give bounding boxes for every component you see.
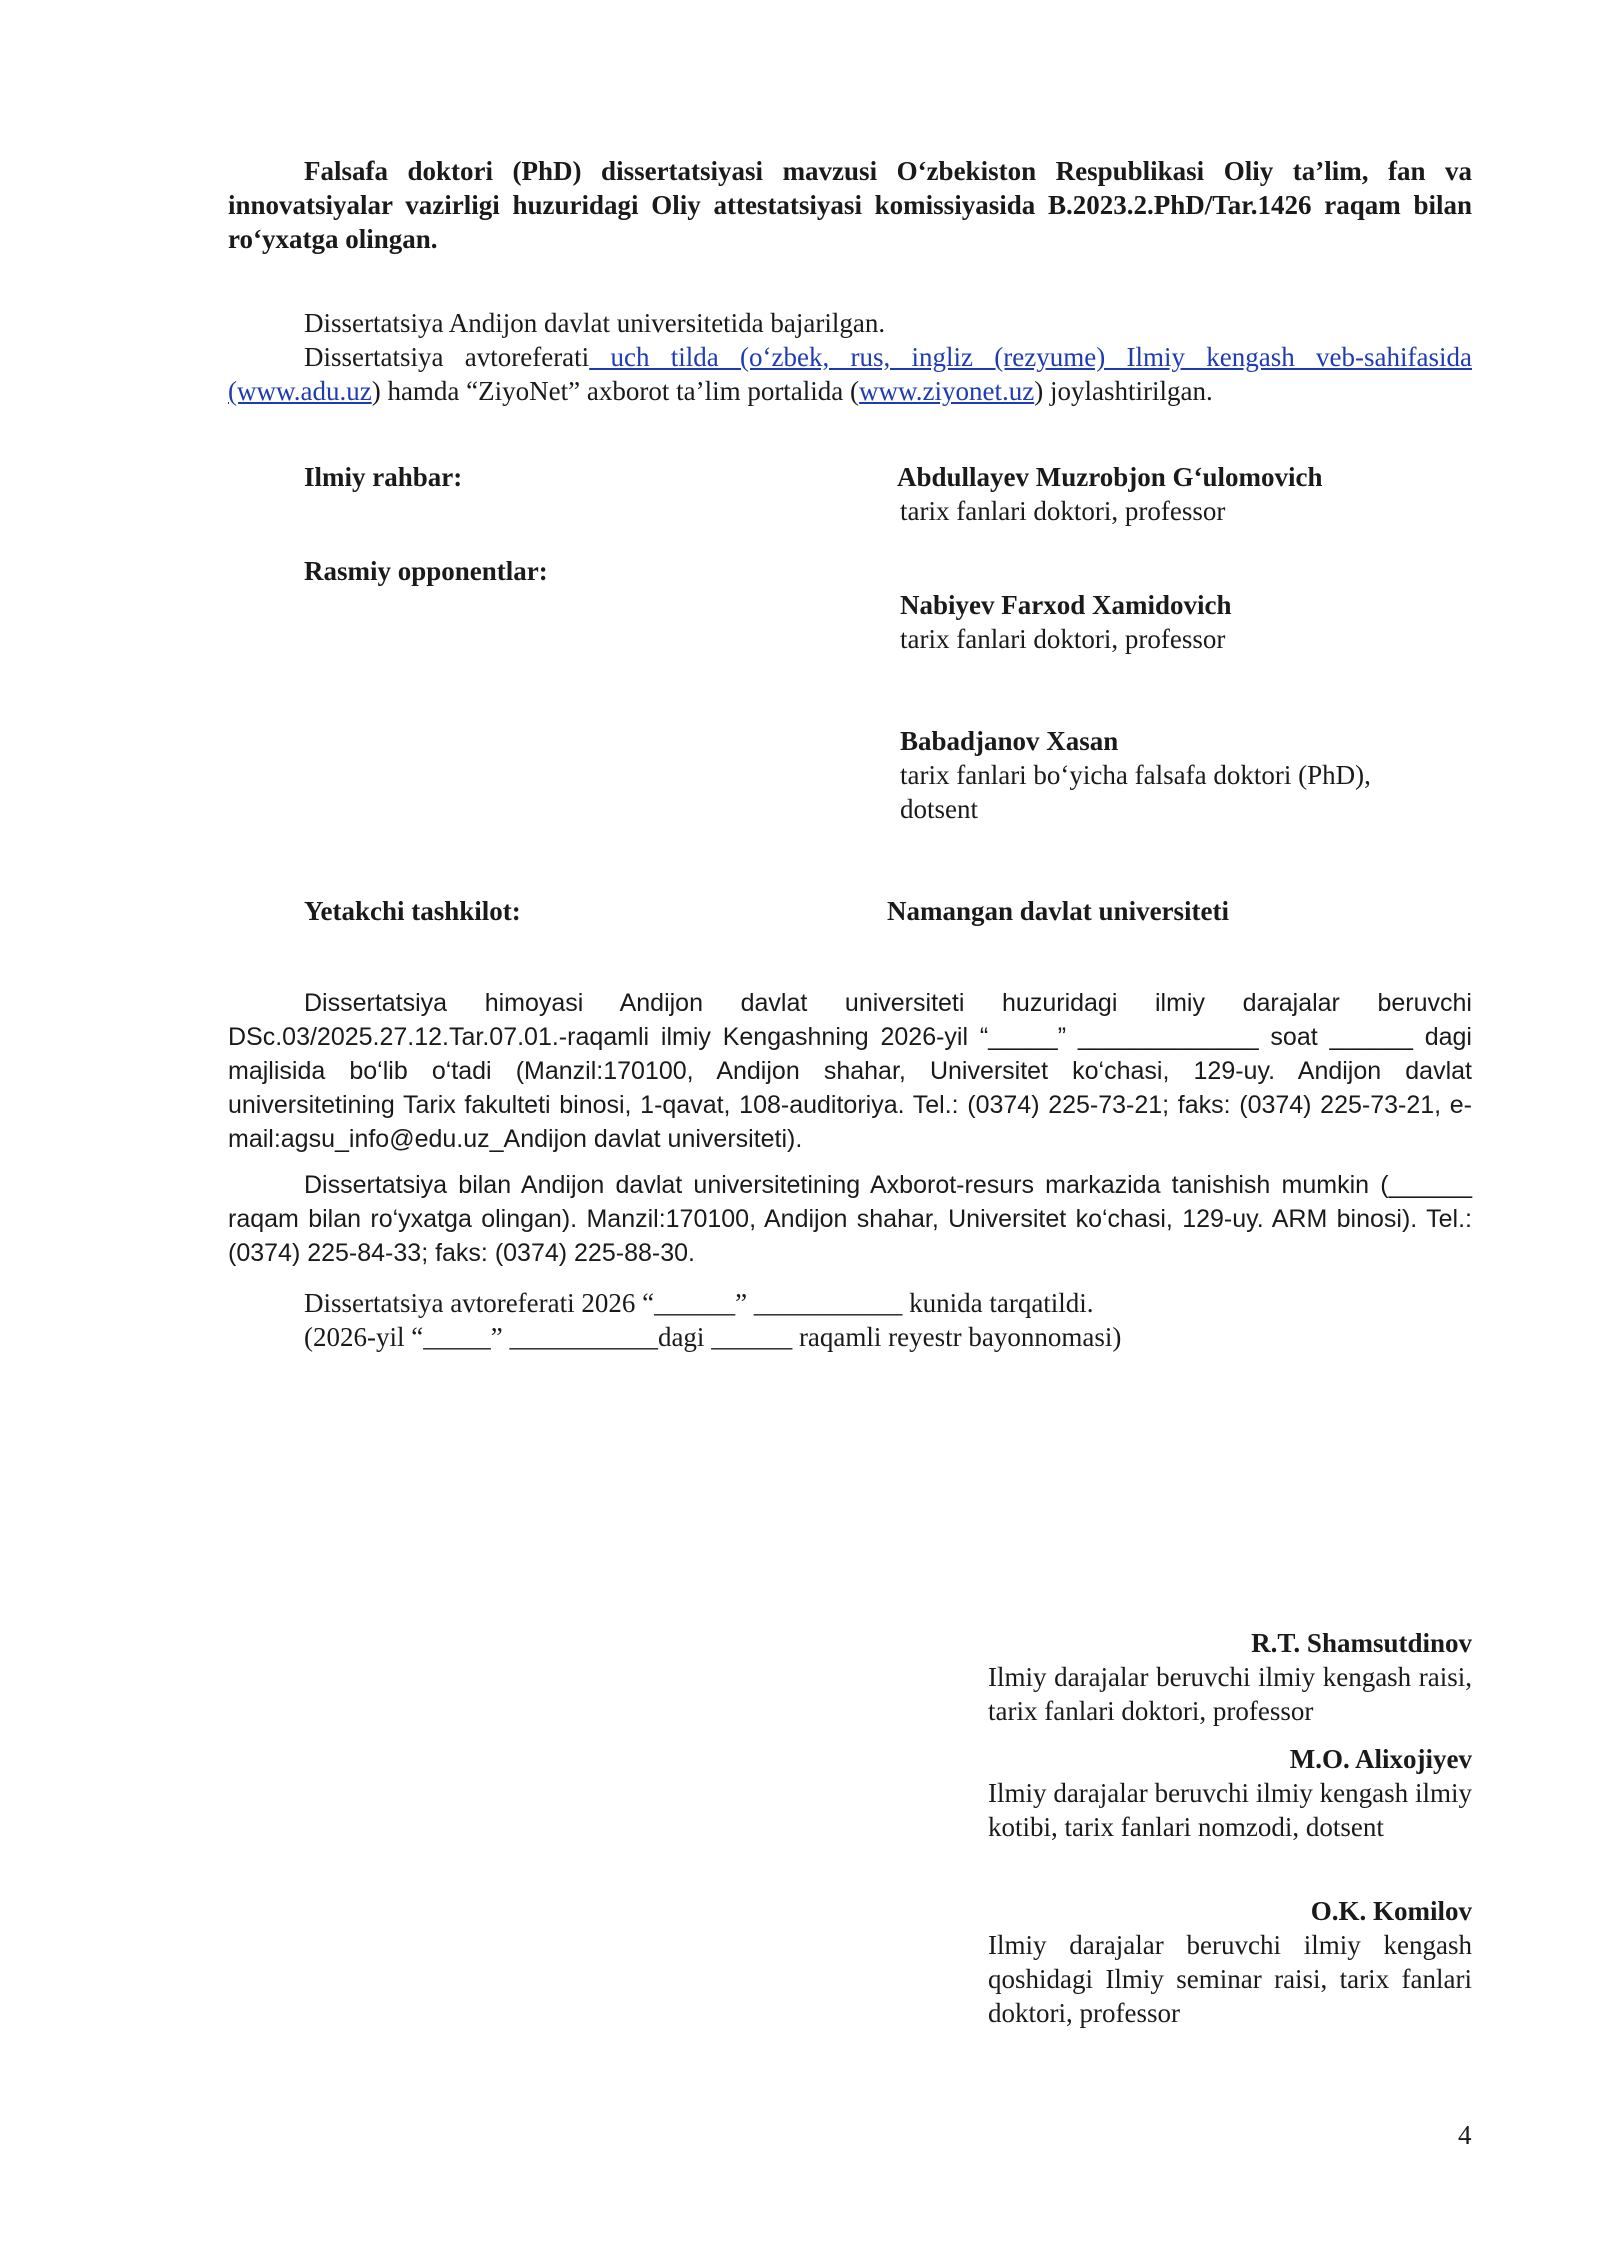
opponent-2-title: tarix fanlari bo‘yicha falsafa doktori (PhD), [900,760,1371,790]
signatory-2 [988,1742,1472,1844]
page-number: 4 [1458,2120,1472,2150]
intro-line-2-mid: ) hamda “ZiyoNet” axborot ta’lim portalida ( [371,376,860,406]
signatory-1-role: Ilmiy darajalar beruvchi ilmiy kengash raisi, tarix fanlari doktori, professor [988,1662,1472,1726]
supervisor-label: Ilmiy rahbar: [304,462,463,492]
defense-paragraph: Dissertatsiya himoyasi Andijon davlat universiteti huzuridagi ilmiy darajalar beruvchi DSc.03/2025.27.12.Tar.07.01.-raqamli ilmiy Kengashning 2026-yil “_____” _____________ soat ______ dagi majlisida bo‘lib o‘tadi (Manzil:170100, Andijon shahar, Universitet ko‘chasi, 129-uy. Andijon davlat universitetining Tarix fakulteti binosi, 1-qavat, 108-auditoriya. Tel.: (0374) 225-73-21; faks: (0374) 225-73-21, e-mail:agsu_info@edu.uz_Andijon davlat universiteti). [228,989,1472,1153]
opponent-1-title: tarix fanlari doktori, professor [900,624,1226,654]
signatory-1 [988,1626,1472,1728]
opponents-label: Rasmiy opponentlar: [304,556,548,586]
signatory-2-role: Ilmiy darajalar beruvchi ilmiy kengash ilmiy kotibi, tarix fanlari nomzodi, dotsent [988,1778,1472,1842]
ziyonet-link[interactable]: www.ziyonet.uz [859,376,1035,406]
distribution-block [228,1286,1472,1354]
supervisor-block [897,460,1457,528]
leading-org-label: Yetakchi tashkilot: [304,896,521,926]
distribution-line-1: Dissertatsiya avtoreferati 2026 “______” ___________ kunida tarqatildi. [304,1288,1094,1318]
opponent-2 [900,724,1460,826]
signatory-3-name: O.K. Komilov [1310,1896,1472,1926]
intro-line-2 [228,340,1472,408]
opponent-1 [900,588,1460,656]
intro-line-2-suffix: ) joylashtirilgan. [1034,376,1213,406]
opponent-2-title-2: dotsent [900,794,978,824]
intro-line-2-prefix: Dissertatsiya avtoreferati [304,342,590,372]
intro-block [228,306,1472,408]
distribution-line-2: (2026-yil “_____” ___________dagi ______ raqamli reyestr bayonnomasi) [304,1322,1122,1352]
opponent-2-name: Babadjanov Xasan [900,726,1119,756]
opponent-1-name: Nabiyev Farxod Xamidovich [900,590,1232,620]
supervisor-title: tarix fanlari doktori, professor [900,496,1226,526]
supervisor-name: Abdullayev Muzrobjon G‘ulomovich [897,462,1323,492]
signatory-3-role: Ilmiy darajalar beruvchi ilmiy kengash qoshidagi Ilmiy seminar raisi, tarix fanlari doktori, professor [988,1930,1472,2028]
signatory-3 [988,1894,1472,2030]
signatory-2-name: M.O. Alixojiyev [1289,1744,1472,1774]
registration-paragraph: Falsafa doktori (PhD) dissertatsiyasi mavzusi O‘zbekiston Respublikasi Oliy ta’lim, fan va innovatsiyalar vazirligi huzuridagi Oliy attestatsiyasi komissiyasida B.2023.2.PhD/Tar.1426 raqam bilan ro‘yxatga olingan. [228,156,1472,254]
intro-line-1: Dissertatsiya Andijon davlat universitetida bajarilgan. [304,308,886,338]
signatory-1-name: R.T. Shamsutdinov [1251,1628,1472,1658]
adu-link[interactable]: uch tilda (o‘zbek, rus, ingliz (rezyume) Ilmiy kengash veb-sahifasida (www.adu.uz [228,342,1472,406]
library-paragraph: Dissertatsiya bilan Andijon davlat universitetining Axborot-resurs markazida tanishish mumkin (______ raqam bilan ro‘yxatga olingan). Manzil:170100, Andijon shahar, Universitet ko‘chasi, 129-uy. ARM binosi). Tel.: (0374) 225-84-33; faks: (0374) 225-88-30. [228,1171,1472,1267]
leading-org-name: Namangan davlat universiteti [887,896,1230,926]
